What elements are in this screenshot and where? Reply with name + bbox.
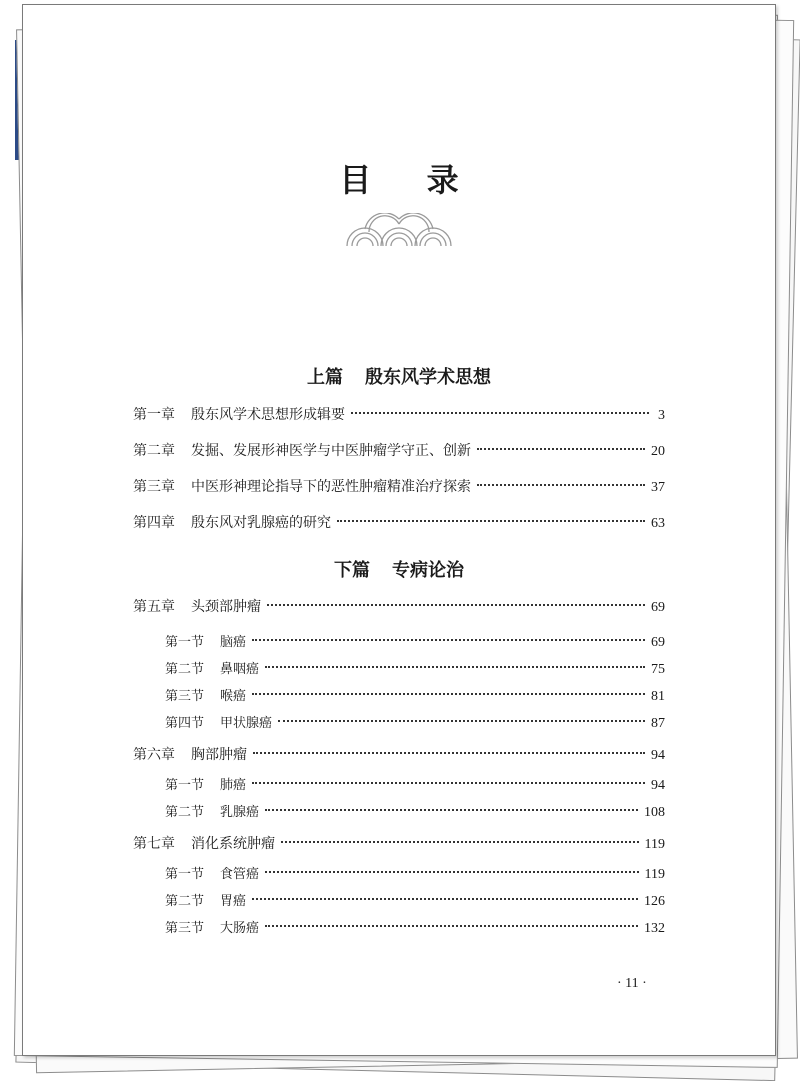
toc-entry[interactable] (133, 513, 665, 549)
page-number: 20 (651, 444, 665, 459)
toc-list-upper (133, 405, 665, 549)
leader-dots (337, 520, 645, 522)
part-label: 上篇 (307, 367, 343, 388)
section-title: 喉癌 (220, 689, 247, 704)
leader-dots (265, 809, 638, 811)
section-title: 大肠癌 (220, 921, 260, 936)
section-number: 第四节 (165, 716, 205, 731)
toc-entry[interactable] (133, 441, 665, 477)
page-number: 81 (651, 689, 665, 704)
page-number: 69 (651, 635, 665, 650)
toc-entry[interactable] (133, 597, 665, 633)
part-label: 下篇 (334, 560, 370, 581)
part-name: 殷东风学术思想 (365, 367, 491, 388)
cloud-wave-ornament-icon (345, 213, 453, 247)
section-number: 第一节 (165, 867, 205, 882)
section-number: 第一节 (165, 778, 205, 793)
chapter-number: 第六章 (133, 747, 175, 763)
leader-dots (477, 484, 645, 486)
section-number: 第二节 (165, 805, 205, 820)
section-number: 第二节 (165, 894, 205, 909)
toc-entry[interactable] (133, 834, 665, 865)
page-number: 119 (644, 867, 665, 882)
toc-entry[interactable] (133, 919, 665, 946)
toc-entry[interactable] (133, 714, 665, 745)
page-number: 94 (651, 748, 665, 763)
leader-dots (265, 871, 638, 873)
toc-entry[interactable] (133, 633, 665, 660)
chapter-number: 第四章 (133, 515, 175, 531)
page-number: 3 (658, 408, 665, 423)
leader-dots (253, 752, 645, 754)
toc-entry[interactable] (133, 892, 665, 919)
page-number: 126 (644, 894, 665, 909)
leader-dots (252, 693, 645, 695)
chapter-title: 中医形神理论指导下的恶性肿瘤精准治疗探索 (191, 479, 471, 495)
page-number: 108 (644, 805, 665, 820)
toc-page (22, 4, 776, 1056)
leader-dots (351, 412, 649, 414)
page-number: 37 (651, 480, 665, 495)
chapter-number: 第二章 (133, 443, 175, 459)
section-title: 乳腺癌 (220, 805, 260, 820)
toc-entry[interactable] (133, 745, 665, 776)
chapter-title: 头颈部肿瘤 (191, 599, 261, 615)
section-title: 胃癌 (220, 894, 247, 909)
page-number: 87 (651, 716, 665, 731)
chapter-title: 胸部肿瘤 (191, 747, 247, 763)
leader-dots (278, 720, 645, 722)
leader-dots (252, 898, 638, 900)
section-title: 脑癌 (220, 635, 247, 650)
page-number: 63 (651, 516, 665, 531)
part-heading-upper (23, 363, 775, 389)
leader-dots (267, 604, 645, 606)
toc-entry[interactable] (133, 776, 665, 803)
page-number: 75 (651, 662, 665, 677)
page-number: 132 (644, 921, 665, 936)
toc-entry[interactable] (133, 687, 665, 714)
leader-dots (265, 925, 638, 927)
chapter-title: 殷东风学术思想形成辑要 (191, 407, 345, 423)
page-folio: · 11 · (617, 976, 647, 991)
section-number: 第三节 (165, 921, 205, 936)
toc-entry[interactable] (133, 660, 665, 687)
page-number: 119 (644, 837, 665, 852)
chapter-number: 第一章 (133, 407, 175, 423)
page-number: 69 (651, 600, 665, 615)
toc-list-lower (133, 597, 665, 946)
toc-entry[interactable] (133, 865, 665, 892)
part-name: 专病论治 (392, 560, 464, 581)
leader-dots (252, 782, 645, 784)
part-heading-lower (23, 556, 775, 582)
leader-dots (281, 841, 639, 843)
chapter-title: 殷东风对乳腺癌的研究 (191, 515, 331, 531)
toc-entry[interactable] (133, 477, 665, 513)
section-number: 第二节 (165, 662, 205, 677)
section-number: 第三节 (165, 689, 205, 704)
leader-dots (265, 666, 645, 668)
chapter-title: 消化系统肿瘤 (191, 836, 275, 852)
page-number: 94 (651, 778, 665, 793)
chapter-number: 第七章 (133, 836, 175, 852)
chapter-number: 第三章 (133, 479, 175, 495)
chapter-number: 第五章 (133, 599, 175, 615)
page-title: 目 录 (339, 161, 481, 199)
section-title: 肺癌 (220, 778, 247, 793)
leader-dots (252, 639, 645, 641)
section-title: 甲状腺癌 (220, 716, 273, 731)
leader-dots (477, 448, 645, 450)
toc-entry[interactable] (133, 405, 665, 441)
section-title: 食管癌 (220, 867, 260, 882)
section-number: 第一节 (165, 635, 205, 650)
section-title: 鼻咽癌 (220, 662, 260, 677)
chapter-title: 发掘、发展形神医学与中医肿瘤学守正、创新 (191, 443, 471, 459)
toc-entry[interactable] (133, 803, 665, 834)
